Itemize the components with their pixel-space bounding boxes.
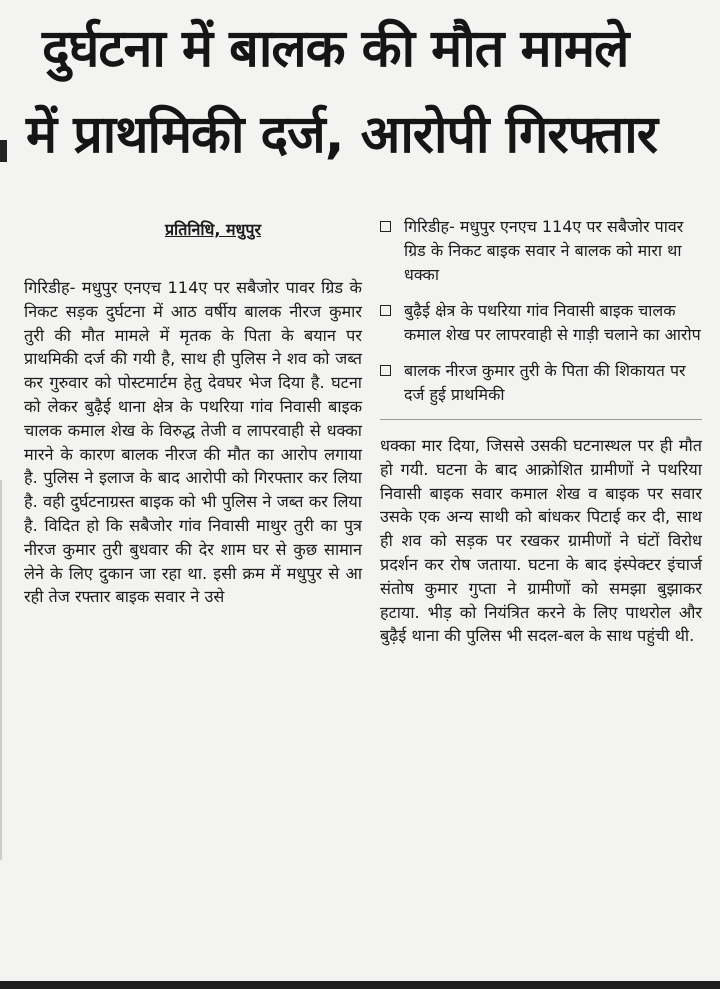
checkbox-bullet-icon bbox=[380, 305, 391, 316]
headline-line-1: दुर्घटना में बालक की मौत मामले bbox=[42, 19, 629, 79]
bottom-bar bbox=[0, 981, 720, 989]
column-marker bbox=[0, 140, 7, 162]
article-body-left: गिरिडीह- मधुपुर एनएच 114ए पर सबैजोर पावर ग्रिड के निकट सड़क दुर्घटना में आठ वर्षीय बालक नीरज कुमार तुरी की मौत मामले में मृतक के पिता के बयान पर प्राथमिकी दर्ज की गयी है, साथ ही पुलिस ने शव को जब्त कर गुरुवार को पोस्टमार्टम हेतु देवघर भेज दिया है. घटना को लेकर बुढ़ैई थाना क्षेत्र के पथरिया गांव निवासी बाइक चालक कमाल शेख के विरुद्ध तेजी व लापरवाही से धक्का मारने के कारण बालक नीरज की मौत का आरोप लगाया है. पुलिस ने इलाज के बाद आरोपी को गिरफ्तार कर लिया है. वही दुर्घटनाग्रस्त बाइक को भी पुलिस ने जब्त कर लिया है. विदित हो कि सबैजोर गांव निवासी माथुर तुरी का पुत्र नीरज कुमार तुरी बुधवार की देर शाम घर से कुछ सामान लेने के लिए दुकान जा रहा था. इसी क्रम में मधुपुर से आ रही तेज रफ्तार बाइक सवार ने उसे bbox=[24, 278, 362, 607]
highlight-text: बालक नीरज कुमार तुरी के पिता की शिकायत पर दर्ज हुई प्राथमिकी bbox=[404, 361, 686, 404]
article-left-column bbox=[24, 212, 362, 609]
page-edge-divider bbox=[0, 480, 2, 860]
checkbox-bullet-icon bbox=[380, 221, 391, 232]
highlights-list bbox=[380, 215, 702, 407]
byline: प्रतिनिधि, मधुपुर bbox=[164, 220, 262, 239]
highlight-item bbox=[380, 359, 702, 407]
headline bbox=[18, 6, 708, 178]
checkbox-bullet-icon bbox=[380, 365, 391, 376]
headline-line-2: में प्राथमिकी दर्ज, आरोपी गिरफ्तार bbox=[26, 105, 658, 165]
article-right-column bbox=[380, 215, 702, 648]
highlight-item bbox=[380, 299, 702, 347]
highlight-text: गिरिडीह- मधुपुर एनएच 114ए पर सबैजोर पावर ग्रिड के निकट बाइक सवार ने बालक को मारा था धक्का bbox=[404, 217, 684, 284]
article-body-right: धक्का मार दिया, जिससे उसकी घटनास्थल पर ही मौत हो गयी. घटना के बाद आक्रोशित ग्रामीणों ने पथरिया निवासी बाइक सवार कमाल शेख व बाइक पर सवार उसके एक अन्य साथी को बांधकर पिटाई कर दी, साथ ही शव को सड़क पर रखकर ग्रामीणों ने घंटों विरोध प्रदर्शन कर रोष जताया. घटना के बाद इंस्पेक्टर इंचार्ज संतोष कुमार गुप्ता ने ग्रामीणों को समझा बुझाकर हटाया. भीड़ को नियंत्रित करने के लिए पाथरोल और बुढ़ैई थाना की पुलिस भी सदल-बल के साथ पहुंची थी. bbox=[380, 436, 702, 646]
highlight-item bbox=[380, 215, 702, 287]
divider bbox=[380, 419, 702, 420]
highlight-text: बुढ़ैई क्षेत्र के पथरिया गांव निवासी बाइक चालक कमाल शेख पर लापरवाही से गाड़ी चलाने का आरोप bbox=[404, 301, 701, 344]
